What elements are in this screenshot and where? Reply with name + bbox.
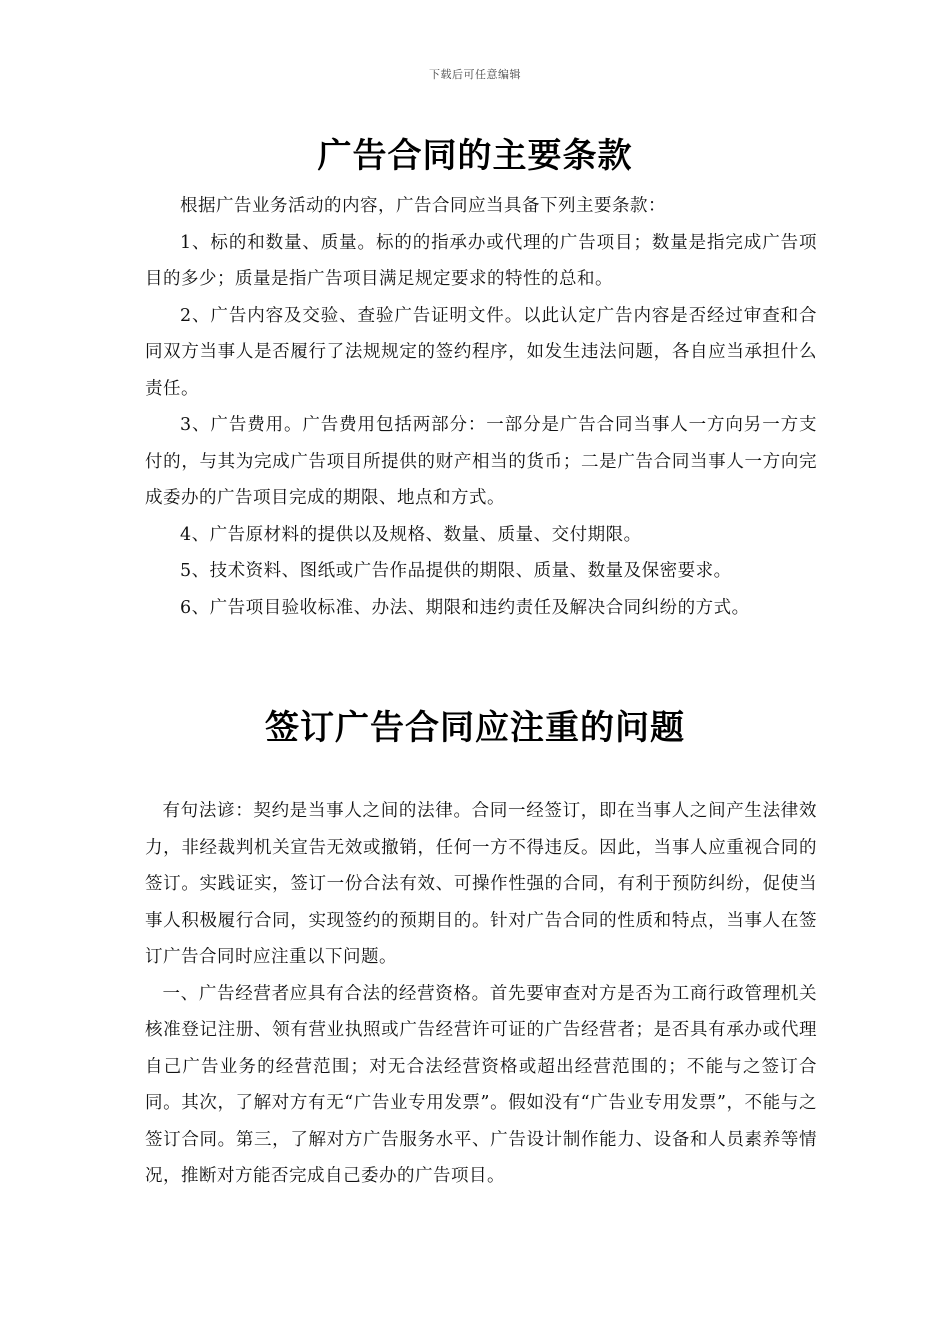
- section-1-item-5: 5、技术资料、图纸或广告作品提供的期限、质量、数量及保密要求。: [180, 561, 732, 581]
- section-1-title: 广告合同的主要条款: [317, 136, 633, 176]
- header-note: 下载后可任意编辑: [429, 68, 521, 81]
- section-2-body: [145, 793, 817, 1195]
- section-1-item-4: 4、广告原材料的提供以及规格、数量、质量、交付期限。: [180, 524, 642, 545]
- section-1-item-6: 6、广告项目验收标准、办法、期限和违约责任及解决合同纠纷的方式。: [180, 597, 750, 618]
- section-2-point-1: 一、广告经营者应具有合法的经营资格。首先要审查对方是否为工商行政管理机关核准登记注册、领有营业执照或广告经营许可证的广告经营者；是否具有承办或代理自己广告业务的经营范围；对无合法经营资格或超出经营范围的；不能与之签订合同。其次，了解对方有无“广告业专用发票”。假如没有“广告业专用发票”，不能与之签订合同。第三，了解对方广告服务水平、广告设计制作能力、设备和人员素养等情况，推断对方能否完成自己委办的广告项目。: [145, 983, 817, 1186]
- section-2-intro: 有句法谚：契约是当事人之间的法律。合同一经签订，即在当事人之间产生法律效力，非经裁判机关宣告无效或撤销，任何一方不得违反。因此，当事人应重视合同的签订。实践证实，签订一份合法有效、可操作性强的合同，有利于预防纠纷，促使当事人积极履行合同，实现签约的预期目的。针对广告合同的性质和特点，当事人在签订广告合同时应注重以下问题。: [145, 801, 817, 967]
- section-1-body: [145, 188, 817, 626]
- section-1-intro: 根据广告业务活动的内容，广告合同应当具备下列主要条款：: [180, 196, 666, 216]
- section-1-item-1: 1、标的和数量、质量。标的的指承办或代理的广告项目；数量是指完成广告项目的多少；质量是指广告项目满足规定要求的特性的总和。: [145, 232, 817, 289]
- section-1-item-3: 3、广告费用。广告费用包括两部分：一部分是广告合同当事人一方向另一方支付的，与其为完成广告项目所提供的财产相当的货币；二是广告合同当事人一方向完成委办的广告项目完成的期限、地点和方式。: [145, 415, 817, 508]
- section-2-title: 签订广告合同应注重的问题: [265, 708, 685, 748]
- section-1-item-2: 2、广告内容及交验、查验广告证明文件。以此认定广告内容是否经过审查和合同双方当事人是否履行了法规规定的签约程序，如发生违法问题，各自应当承担什么责任。: [145, 305, 817, 399]
